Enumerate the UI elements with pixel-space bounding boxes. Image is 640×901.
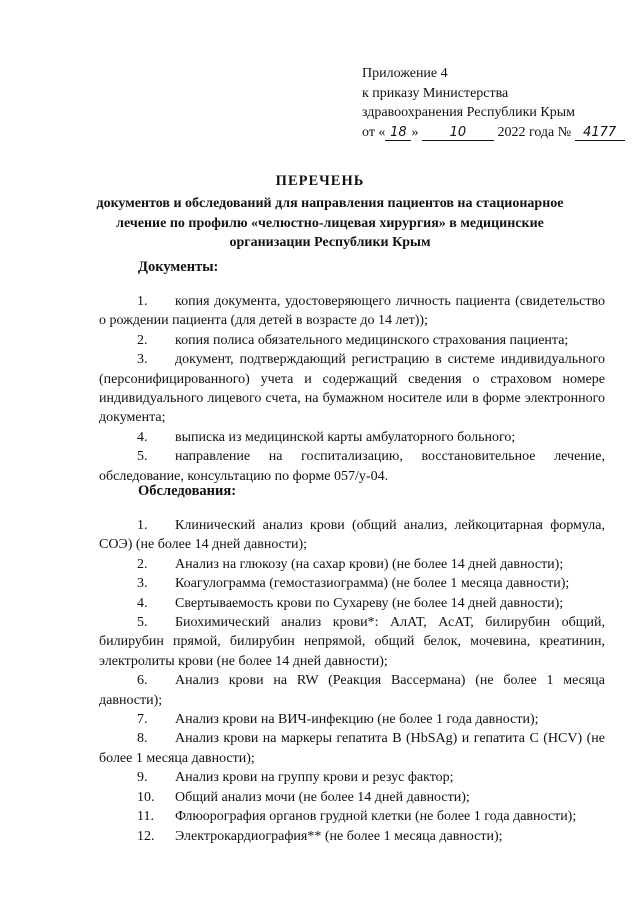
list-item: 4. выписка из медицинской карты амбулаторного больного; [137, 429, 516, 445]
examinations-heading: Обследования: [138, 483, 237, 499]
year-text: 2022 года № [497, 124, 572, 140]
appendix-date-line [362, 123, 632, 143]
list-item: 10. Общий анализ мочи (не более 14 дней давности); [137, 789, 470, 805]
date-prefix: от « [362, 124, 386, 140]
list-item: 4. Свертываемость крови по Сухареву (не более 14 дней давности); [137, 595, 564, 611]
appendix-line: здравоохранения Республики Крым [362, 105, 575, 120]
document-subtitle: документов и обследований для направления пациентов на стационарное лечение по профилю «челюстно-лицевая хирургия» в медицинские организации Республики Крым [96, 196, 564, 250]
list-item: 1. копия документа, удостоверяющего личность пациента (свидетельство о рождении пациента (для детей в возрасте до 14 лет)); [99, 294, 605, 329]
list-item: 2. Анализ на глюкозу (на сахар крови) (не более 14 дней давности); [137, 556, 564, 572]
list-item: 9. Анализ крови на группу крови и резус фактор; [137, 770, 454, 786]
list-item: 3. документ, подтверждающий регистрацию в системе индивидуального (персонифицированного) учета и содержащий сведения о страховом номере индивидуального лицевого счета, на бумажном носителе или в форме электронного документа; [99, 352, 605, 426]
list-item: 5. направление на госпитализацию, восстановительное лечение, обследование, консультацию по форме 057/у-04. [99, 449, 605, 484]
list-item: 3. Коагулограмма (гемостазиограмма) (не более 1 месяца давности); [137, 576, 570, 592]
list-item: 7. Анализ крови на ВИЧ-инфекцию (не более 1 года давности); [137, 712, 539, 728]
list-item: 8. Анализ крови на маркеры гепатита В (HbSAg) и гепатита С (HCV) (не более 1 месяца давности); [99, 731, 605, 766]
handwritten-month: 10 [422, 126, 494, 141]
list-item: 5. Биохимический анализ крови*: АлАТ, АсАТ, билирубин общий, билирубин прямой, билирубин непрямой, общий белок, мочевина, креатинин, электролиты крови (не более 14 дней давности); [99, 615, 605, 669]
appendix-block [362, 64, 632, 142]
list-item: 2. копия полиса обязательного медицинского страхования пациента; [137, 332, 569, 348]
appendix-line: Приложение 4 [362, 66, 448, 81]
list-item: 11. Флюорография органов грудной клетки (не более 1 года давности); [137, 809, 577, 825]
handwritten-day: 18 [385, 126, 411, 141]
documents-list [99, 292, 605, 486]
list-item: 1. Клинический анализ крови (общий анализ, лейкоцитарная формула, СОЭ) (не более 14 дней давности); [99, 518, 605, 553]
list-item: 6. Анализ крови на RW (Реакция Вассермана) (не более 1 месяца давности); [99, 673, 605, 708]
handwritten-order-number: 4177 [575, 126, 625, 141]
examinations-list [99, 516, 605, 846]
appendix-line: к приказу Министерства [362, 85, 509, 101]
documents-heading: Документы: [138, 259, 219, 275]
document-title: ПЕРЕЧЕНЬ [275, 173, 365, 189]
date-mid: » [411, 124, 419, 140]
list-item: 12. Электрокардиография** (не более 1 месяца давности); [137, 828, 503, 844]
